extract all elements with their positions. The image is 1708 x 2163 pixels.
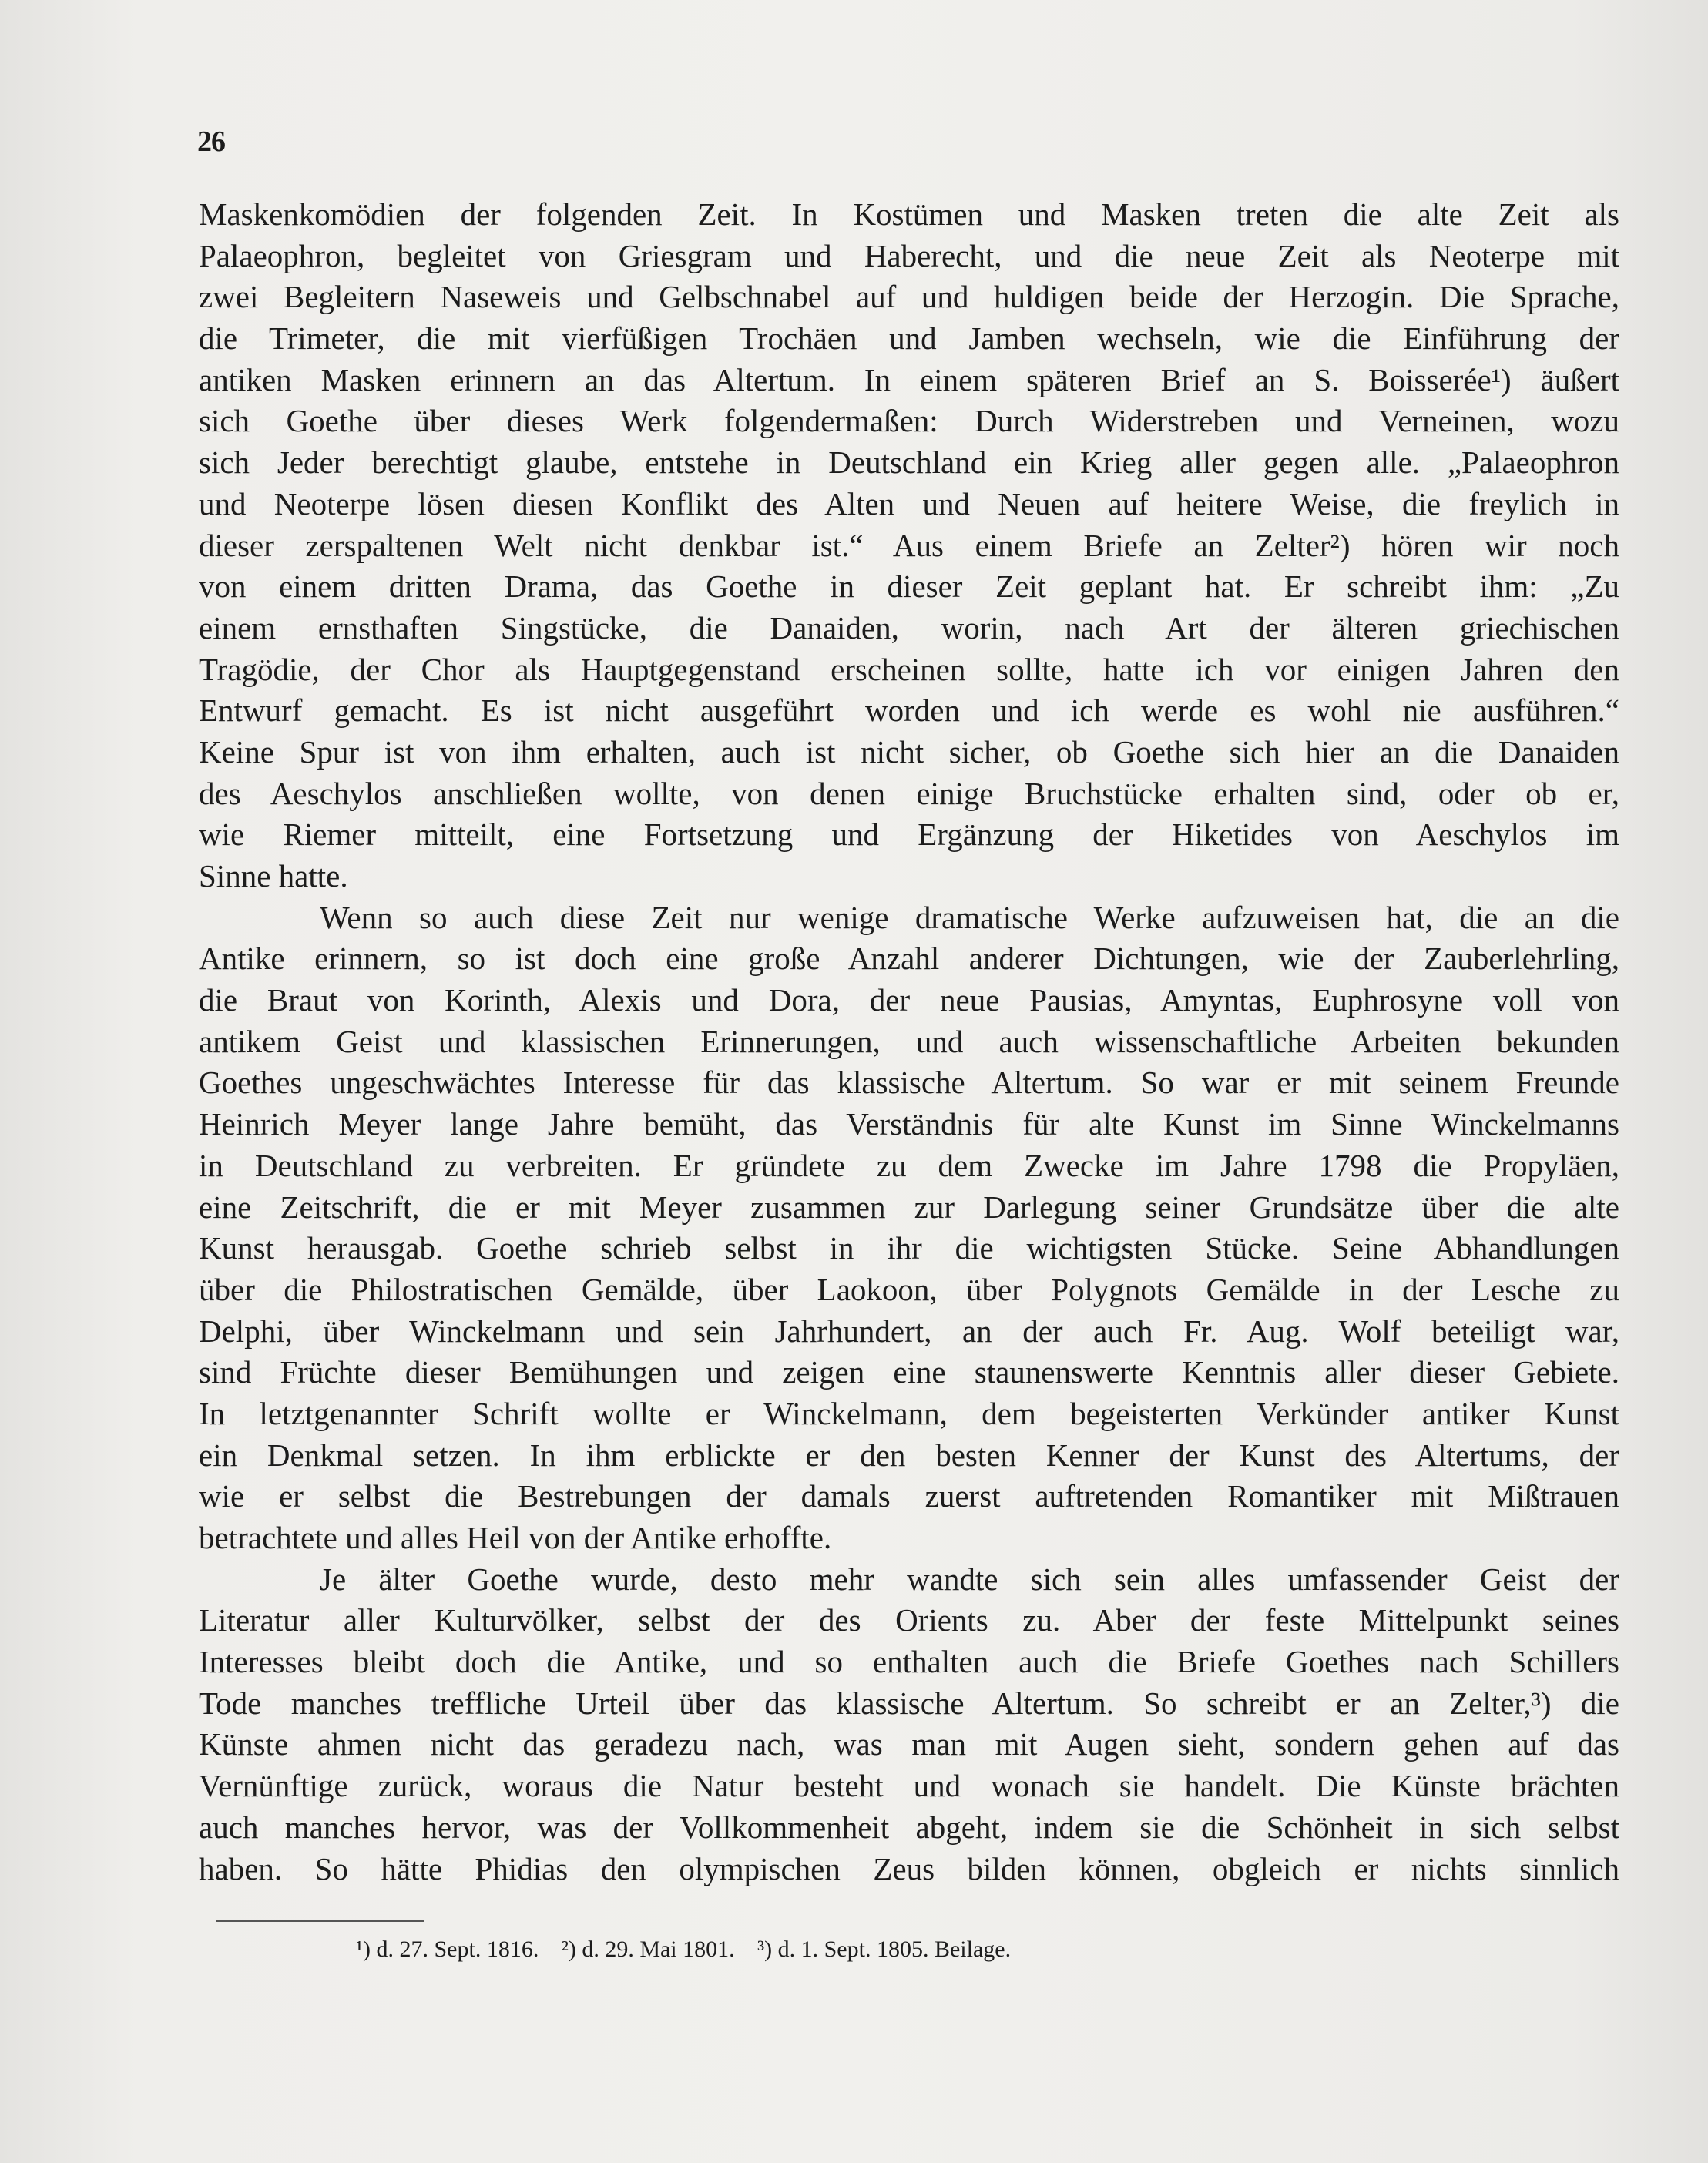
text-line: Palaeophron, begleitet von Griesgram und Haberecht, und die neue Zeit als Neoterpe mit — [199, 237, 1619, 273]
footnotes — [356, 1937, 1028, 1963]
footnote-separator — [216, 1920, 424, 1922]
text-line: Vernünftige zurück, woraus die Natur besteht und wonach sie handelt. Die Künste brächten — [199, 1768, 1619, 1804]
text-line: in Deutschland zu verbreiten. Er gründete zu dem Zwecke im Jahre 1798 die Propyläen, — [199, 1147, 1619, 1183]
text-line: und Neoterpe lösen diesen Konflikt des Alten und Neuen auf heitere Weise, die freylich in — [199, 485, 1619, 521]
text-line: sich Jeder berechtigt glaube, entstehe in Deutschland ein Krieg aller gegen alle. „Palaeophron — [199, 444, 1619, 481]
text-line: auch manches hervor, was der Vollkommenheit abgeht, indem sie die Schönheit in sich selbst — [199, 1809, 1619, 1845]
text-line: Tragödie, der Chor als Hauptgegenstand erscheinen sollte, hatte ich vor einigen Jahren den — [199, 651, 1619, 687]
text-line: Heinrich Meyer lange Jahre bemüht, das Verständnis für alte Kunst im Sinne Winckelmanns — [199, 1106, 1619, 1142]
text-line: Keine Spur ist von ihm erhalten, auch ist nicht sicher, ob Goethe sich hier an die Danaiden — [199, 733, 1619, 770]
paragraph — [199, 1559, 1619, 1890]
text-line: über die Philostratischen Gemälde, über Laokoon, über Polygnots Gemälde in der Lesche zu — [199, 1271, 1619, 1307]
paragraph — [199, 194, 1619, 897]
page-number: 26 — [197, 126, 225, 158]
text-line: Entwurf gemacht. Es ist nicht ausgeführt worden und ich werde es wohl nie ausführen.“ — [199, 692, 1619, 729]
text-line: wie Riemer mitteilt, eine Fortsetzung und Ergänzung der Hiketides von Aeschylos im — [199, 817, 1619, 853]
text-line: Antike erinnern, so ist doch eine große Anzahl anderer Dichtungen, wie der Zauberlehrling, — [199, 941, 1619, 977]
text-line: Tode manches treffliche Urteil über das klassische Altertum. So schreibt er an Zelter,³) die — [199, 1685, 1619, 1721]
text-line: die Trimeter, die mit vierfüßigen Trochäen und Jamben wechseln, wie die Einführung der — [199, 320, 1619, 357]
text-line: des Aeschylos anschließen wollte, von denen einige Bruchstücke erhalten sind, oder ob er, — [199, 775, 1619, 811]
text-line: Delphi, über Winckelmann und sein Jahrhundert, an der auch Fr. Aug. Wolf beteiligt war, — [199, 1313, 1619, 1349]
footnote-2: ²) d. 29. Mai 1801. — [561, 1937, 735, 1962]
footnote-1: ¹) d. 27. Sept. 1816. — [356, 1937, 539, 1962]
footnote-3: ³) d. 1. Sept. 1805. Beilage. — [757, 1937, 1012, 1962]
text-line: von einem dritten Drama, das Goethe in dieser Zeit geplant hat. Er schreibt ihm: „Zu — [199, 568, 1619, 605]
text-line: sind Früchte dieser Bemühungen und zeigen eine staunenswerte Kenntnis aller dieser Gebiete. — [199, 1354, 1619, 1390]
text-line: dieser zerspaltenen Welt nicht denkbar ist.“ Aus einem Briefe an Zelter²) hören wir noch — [199, 527, 1619, 563]
text-line: Kunst herausgab. Goethe schrieb selbst in ihr die wichtigsten Stücke. Seine Abhandlungen — [199, 1230, 1619, 1266]
text-line: Goethes ungeschwächtes Interesse für das klassische Altertum. So war er mit seinem Freunde — [199, 1065, 1619, 1101]
text-line: Künste ahmen nicht das geradezu nach, was man mit Augen sieht, sondern gehen auf das — [199, 1726, 1619, 1762]
body-text — [199, 194, 1619, 1890]
text-line: zwei Begleitern Naseweis und Gelbschnabel auf und huldigen beide der Herzogin. Die Sprache, — [199, 279, 1619, 315]
text-line: Maskenkomödien der folgenden Zeit. In Kostümen und Masken treten die alte Zeit als — [199, 196, 1619, 232]
text-line: die Braut von Korinth, Alexis und Dora, der neue Pausias, Amyntas, Euphrosyne voll von — [199, 982, 1619, 1018]
text-line: haben. So hätte Phidias den olympischen Zeus bilden können, obgleich er nichts sinnlich — [199, 1850, 1619, 1886]
text-line: sich Goethe über dieses Werk folgendermaßen: Durch Widerstreben und Verneinen, wozu — [199, 403, 1619, 439]
text-line: betrachtete und alles Heil von der Antike erhoffte. — [199, 1520, 832, 1555]
text-line: antikem Geist und klassischen Erinnerungen, und auch wissenschaftliche Arbeiten bekunden — [199, 1023, 1619, 1059]
text-line: Literatur aller Kulturvölker, selbst der des Orients zu. Aber der feste Mittelpunkt seines — [199, 1602, 1619, 1638]
text-line: ein Denkmal setzen. In ihm erblickte er den besten Kenner der Kunst des Altertums, der — [199, 1437, 1619, 1473]
text-line: Je älter Goethe wurde, desto mehr wandte sich sein alles umfassender Geist der — [320, 1561, 1619, 1597]
text-line: Interesses bleibt doch die Antike, und so enthalten auch die Briefe Goethes nach Schillers — [199, 1644, 1619, 1680]
text-line: Sinne hatte. — [199, 858, 348, 894]
text-line: In letztgenannter Schrift wollte er Winckelmann, dem begeisterten Verkünder antiker Kunst — [199, 1395, 1619, 1431]
text-line: eine Zeitschrift, die er mit Meyer zusammen zur Darlegung seiner Grundsätze über die alte — [199, 1189, 1619, 1225]
paragraph — [199, 897, 1619, 1559]
text-line: antiken Masken erinnern an das Altertum. In einem späteren Brief an S. Boisserée¹) äußert — [199, 361, 1619, 397]
text-line: Wenn so auch diese Zeit nur wenige dramatische Werke aufzuweisen hat, die an die — [320, 899, 1619, 935]
text-line: wie er selbst die Bestrebungen der damals zuerst auftretenden Romantiker mit Mißtrauen — [199, 1478, 1619, 1514]
text-line: einem ernsthaften Singstücke, die Danaiden, worin, nach Art der älteren griechischen — [199, 609, 1619, 646]
